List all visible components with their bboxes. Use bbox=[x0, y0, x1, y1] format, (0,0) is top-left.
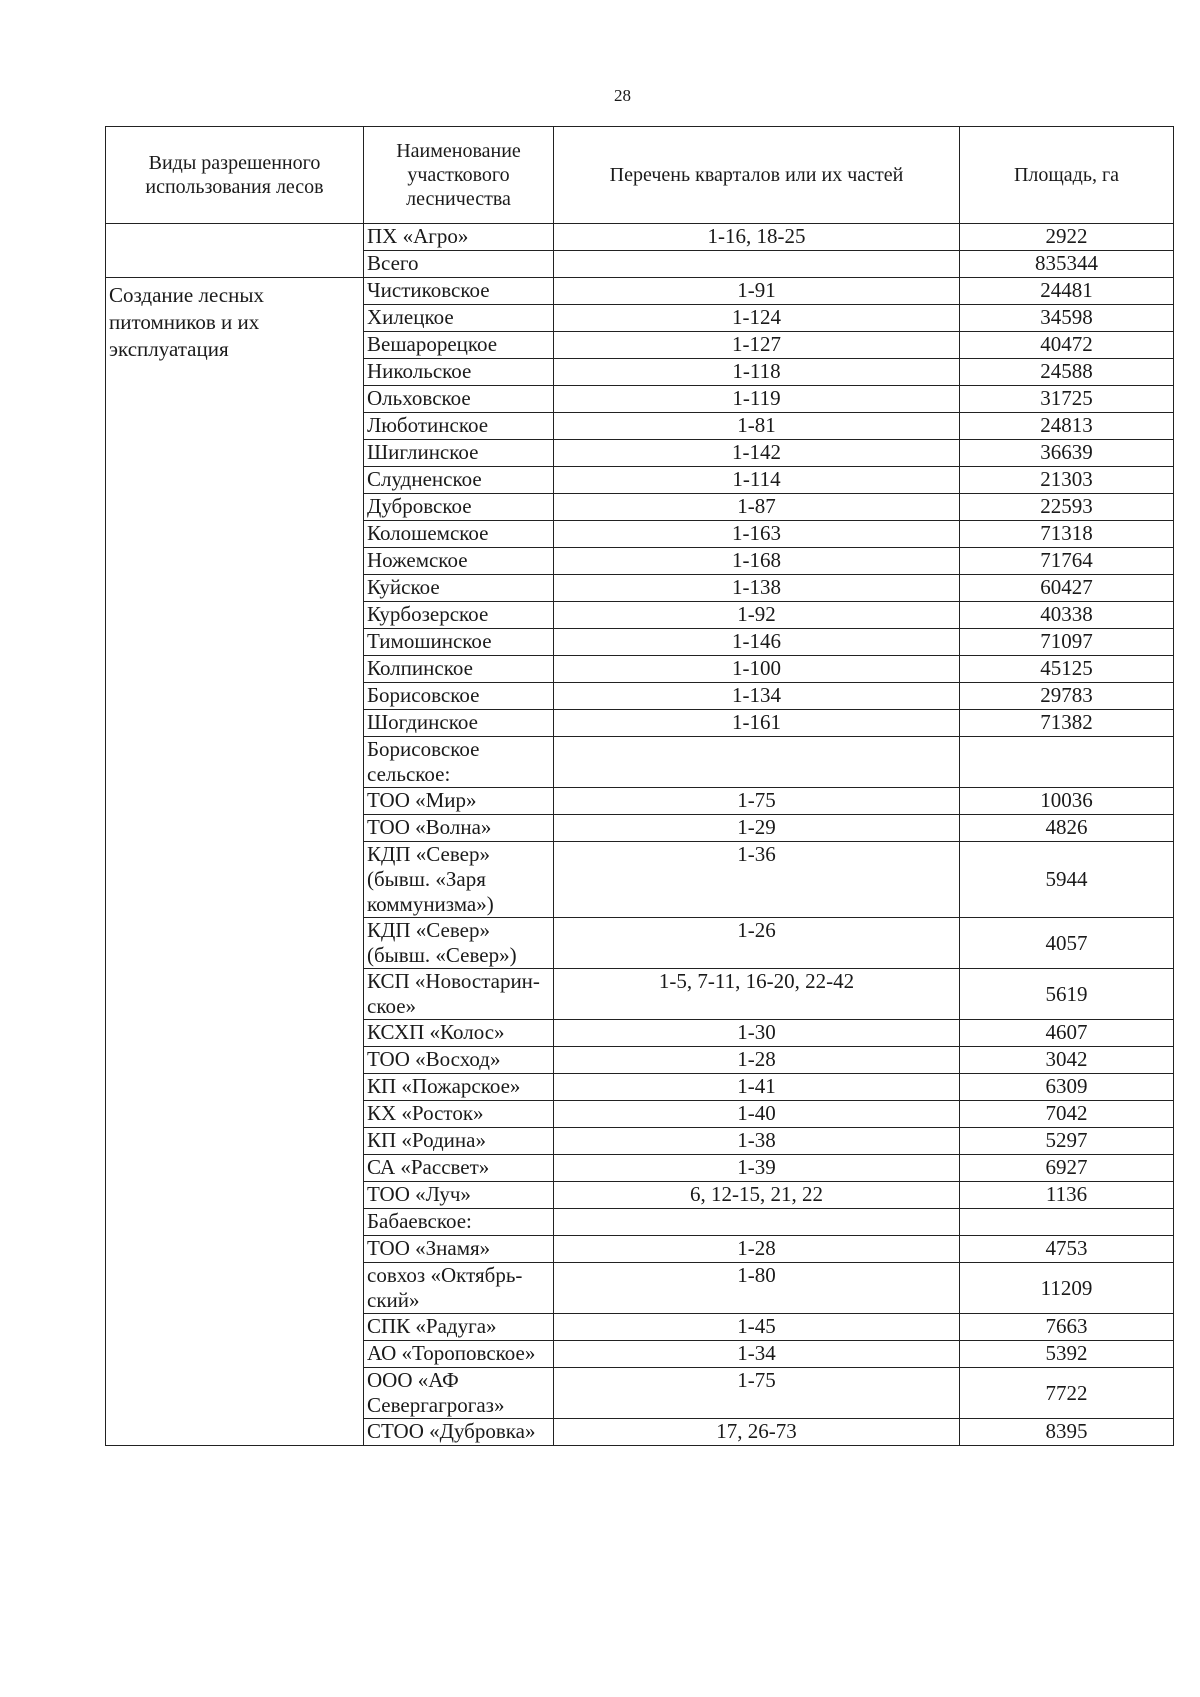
forestry-cell: Люботинское bbox=[364, 413, 554, 440]
forestry-cell: Хилецкое bbox=[364, 305, 554, 332]
forestry-cell: Слудненское bbox=[364, 467, 554, 494]
area-cell: 2922 bbox=[960, 224, 1174, 251]
forestry-cell: КСХП «Колос» bbox=[364, 1020, 554, 1047]
quarters-cell bbox=[554, 737, 960, 788]
area-cell: 5944 bbox=[960, 842, 1174, 918]
table-row bbox=[106, 224, 1174, 251]
forestry-cell: ТОО «Мир» bbox=[364, 788, 554, 815]
area-cell: 60427 bbox=[960, 575, 1174, 602]
area-cell: 835344 bbox=[960, 251, 1174, 278]
quarters-cell: 1-161 bbox=[554, 710, 960, 737]
forestry-cell: Бабаевское: bbox=[364, 1209, 554, 1236]
area-cell: 7722 bbox=[960, 1368, 1174, 1419]
area-cell: 6927 bbox=[960, 1155, 1174, 1182]
forestry-cell: Дубровское bbox=[364, 494, 554, 521]
area-cell: 10036 bbox=[960, 788, 1174, 815]
table-row bbox=[106, 278, 1174, 305]
forestry-cell: Борисовское сельское: bbox=[364, 737, 554, 788]
area-cell: 21303 bbox=[960, 467, 1174, 494]
area-cell: 6309 bbox=[960, 1074, 1174, 1101]
forestry-cell: Борисовское bbox=[364, 683, 554, 710]
area-cell: 36639 bbox=[960, 440, 1174, 467]
forestry-cell: Колошемское bbox=[364, 521, 554, 548]
quarters-cell bbox=[554, 1209, 960, 1236]
table-body bbox=[106, 224, 1174, 1446]
area-cell: 7042 bbox=[960, 1101, 1174, 1128]
area-cell: 5392 bbox=[960, 1341, 1174, 1368]
quarters-cell: 1-16, 18-25 bbox=[554, 224, 960, 251]
quarters-cell: 1-138 bbox=[554, 575, 960, 602]
area-cell bbox=[960, 1209, 1174, 1236]
area-cell: 1136 bbox=[960, 1182, 1174, 1209]
quarters-cell: 1-114 bbox=[554, 467, 960, 494]
area-cell: 71097 bbox=[960, 629, 1174, 656]
quarters-cell: 1-127 bbox=[554, 332, 960, 359]
area-cell: 7663 bbox=[960, 1314, 1174, 1341]
quarters-cell: 1-124 bbox=[554, 305, 960, 332]
area-cell: 4826 bbox=[960, 815, 1174, 842]
forestry-cell: ТОО «Восход» bbox=[364, 1047, 554, 1074]
area-cell: 4057 bbox=[960, 918, 1174, 969]
area-cell: 24588 bbox=[960, 359, 1174, 386]
area-cell: 71764 bbox=[960, 548, 1174, 575]
forestry-cell: КХ «Росток» bbox=[364, 1101, 554, 1128]
quarters-cell: 1-34 bbox=[554, 1341, 960, 1368]
area-cell: 24813 bbox=[960, 413, 1174, 440]
header-quarters: Перечень кварталов или их частей bbox=[554, 127, 960, 224]
forestry-cell: Вешарорецкое bbox=[364, 332, 554, 359]
area-cell: 71318 bbox=[960, 521, 1174, 548]
quarters-cell: 1-142 bbox=[554, 440, 960, 467]
area-cell: 22593 bbox=[960, 494, 1174, 521]
forestry-cell: СА «Рассвет» bbox=[364, 1155, 554, 1182]
use-type-cell: Создание лесных питомников и их эксплуатация bbox=[106, 278, 364, 1446]
quarters-cell: 1-134 bbox=[554, 683, 960, 710]
quarters-cell: 1-91 bbox=[554, 278, 960, 305]
quarters-cell: 1-38 bbox=[554, 1128, 960, 1155]
quarters-cell: 1-80 bbox=[554, 1263, 960, 1314]
quarters-cell: 1-100 bbox=[554, 656, 960, 683]
quarters-cell: 1-163 bbox=[554, 521, 960, 548]
forestry-cell: ТОО «Знамя» bbox=[364, 1236, 554, 1263]
quarters-cell: 1-146 bbox=[554, 629, 960, 656]
quarters-cell bbox=[554, 251, 960, 278]
area-cell: 4753 bbox=[960, 1236, 1174, 1263]
quarters-cell: 1-118 bbox=[554, 359, 960, 386]
forestry-cell: СТОО «Дубровка» bbox=[364, 1419, 554, 1446]
forestry-cell: ТОО «Луч» bbox=[364, 1182, 554, 1209]
header-area: Площадь, га bbox=[960, 127, 1174, 224]
quarters-cell: 1-28 bbox=[554, 1236, 960, 1263]
quarters-cell: 1-40 bbox=[554, 1101, 960, 1128]
quarters-cell: 6, 12-15, 21, 22 bbox=[554, 1182, 960, 1209]
forestry-cell: Никольское bbox=[364, 359, 554, 386]
forestry-cell: Ножемское bbox=[364, 548, 554, 575]
area-cell: 24481 bbox=[960, 278, 1174, 305]
area-cell: 4607 bbox=[960, 1020, 1174, 1047]
area-cell: 5297 bbox=[960, 1128, 1174, 1155]
forestry-cell: Всего bbox=[364, 251, 554, 278]
quarters-cell: 1-168 bbox=[554, 548, 960, 575]
forestry-cell: совхоз «Октябрь-ский» bbox=[364, 1263, 554, 1314]
page-number: 28 bbox=[614, 86, 631, 105]
forest-use-table bbox=[105, 126, 1174, 1446]
quarters-cell: 1-87 bbox=[554, 494, 960, 521]
forestry-cell: Ольховское bbox=[364, 386, 554, 413]
quarters-cell: 1-5, 7-11, 16-20, 22-42 bbox=[554, 969, 960, 1020]
area-cell: 3042 bbox=[960, 1047, 1174, 1074]
table-header-row bbox=[106, 127, 1174, 224]
forestry-cell: КП «Пожарское» bbox=[364, 1074, 554, 1101]
area-cell: 34598 bbox=[960, 305, 1174, 332]
quarters-cell: 1-28 bbox=[554, 1047, 960, 1074]
quarters-cell: 1-81 bbox=[554, 413, 960, 440]
quarters-cell: 1-41 bbox=[554, 1074, 960, 1101]
area-cell bbox=[960, 737, 1174, 788]
forestry-cell: ТОО «Волна» bbox=[364, 815, 554, 842]
forestry-cell: Чистиковское bbox=[364, 278, 554, 305]
forestry-cell: Тимошинское bbox=[364, 629, 554, 656]
forestry-cell: Курбозерское bbox=[364, 602, 554, 629]
forestry-cell: КДП «Север» (бывш. «Север») bbox=[364, 918, 554, 969]
quarters-cell: 1-30 bbox=[554, 1020, 960, 1047]
use-cell-blank bbox=[106, 224, 364, 278]
forestry-cell: КП «Родина» bbox=[364, 1128, 554, 1155]
area-cell: 5619 bbox=[960, 969, 1174, 1020]
quarters-cell: 1-45 bbox=[554, 1314, 960, 1341]
quarters-cell: 1-92 bbox=[554, 602, 960, 629]
quarters-cell: 1-75 bbox=[554, 788, 960, 815]
quarters-cell: 1-119 bbox=[554, 386, 960, 413]
area-cell: 45125 bbox=[960, 656, 1174, 683]
area-cell: 31725 bbox=[960, 386, 1174, 413]
quarters-cell: 1-26 bbox=[554, 918, 960, 969]
forestry-cell: АО «Тороповское» bbox=[364, 1341, 554, 1368]
area-cell: 8395 bbox=[960, 1419, 1174, 1446]
quarters-cell: 1-36 bbox=[554, 842, 960, 918]
area-cell: 11209 bbox=[960, 1263, 1174, 1314]
quarters-cell: 1-39 bbox=[554, 1155, 960, 1182]
forestry-cell: Шогдинское bbox=[364, 710, 554, 737]
forestry-cell: Колпинское bbox=[364, 656, 554, 683]
forestry-cell: СПК «Радуга» bbox=[364, 1314, 554, 1341]
header-use: Виды разрешенного использования лесов bbox=[106, 127, 364, 224]
forestry-cell: ООО «АФ Севергагрогаз» bbox=[364, 1368, 554, 1419]
quarters-cell: 17, 26-73 bbox=[554, 1419, 960, 1446]
forestry-cell: Шиглинское bbox=[364, 440, 554, 467]
forestry-cell: КДП «Север» (бывш. «Заря коммунизма») bbox=[364, 842, 554, 918]
area-cell: 40338 bbox=[960, 602, 1174, 629]
header-forestry: Наименование участкового лесничества bbox=[364, 127, 554, 224]
area-cell: 71382 bbox=[960, 710, 1174, 737]
area-cell: 40472 bbox=[960, 332, 1174, 359]
forestry-cell: КСП «Новостарин-ское» bbox=[364, 969, 554, 1020]
area-cell: 29783 bbox=[960, 683, 1174, 710]
quarters-cell: 1-75 bbox=[554, 1368, 960, 1419]
quarters-cell: 1-29 bbox=[554, 815, 960, 842]
forestry-cell: Куйское bbox=[364, 575, 554, 602]
forestry-cell: ПХ «Агро» bbox=[364, 224, 554, 251]
